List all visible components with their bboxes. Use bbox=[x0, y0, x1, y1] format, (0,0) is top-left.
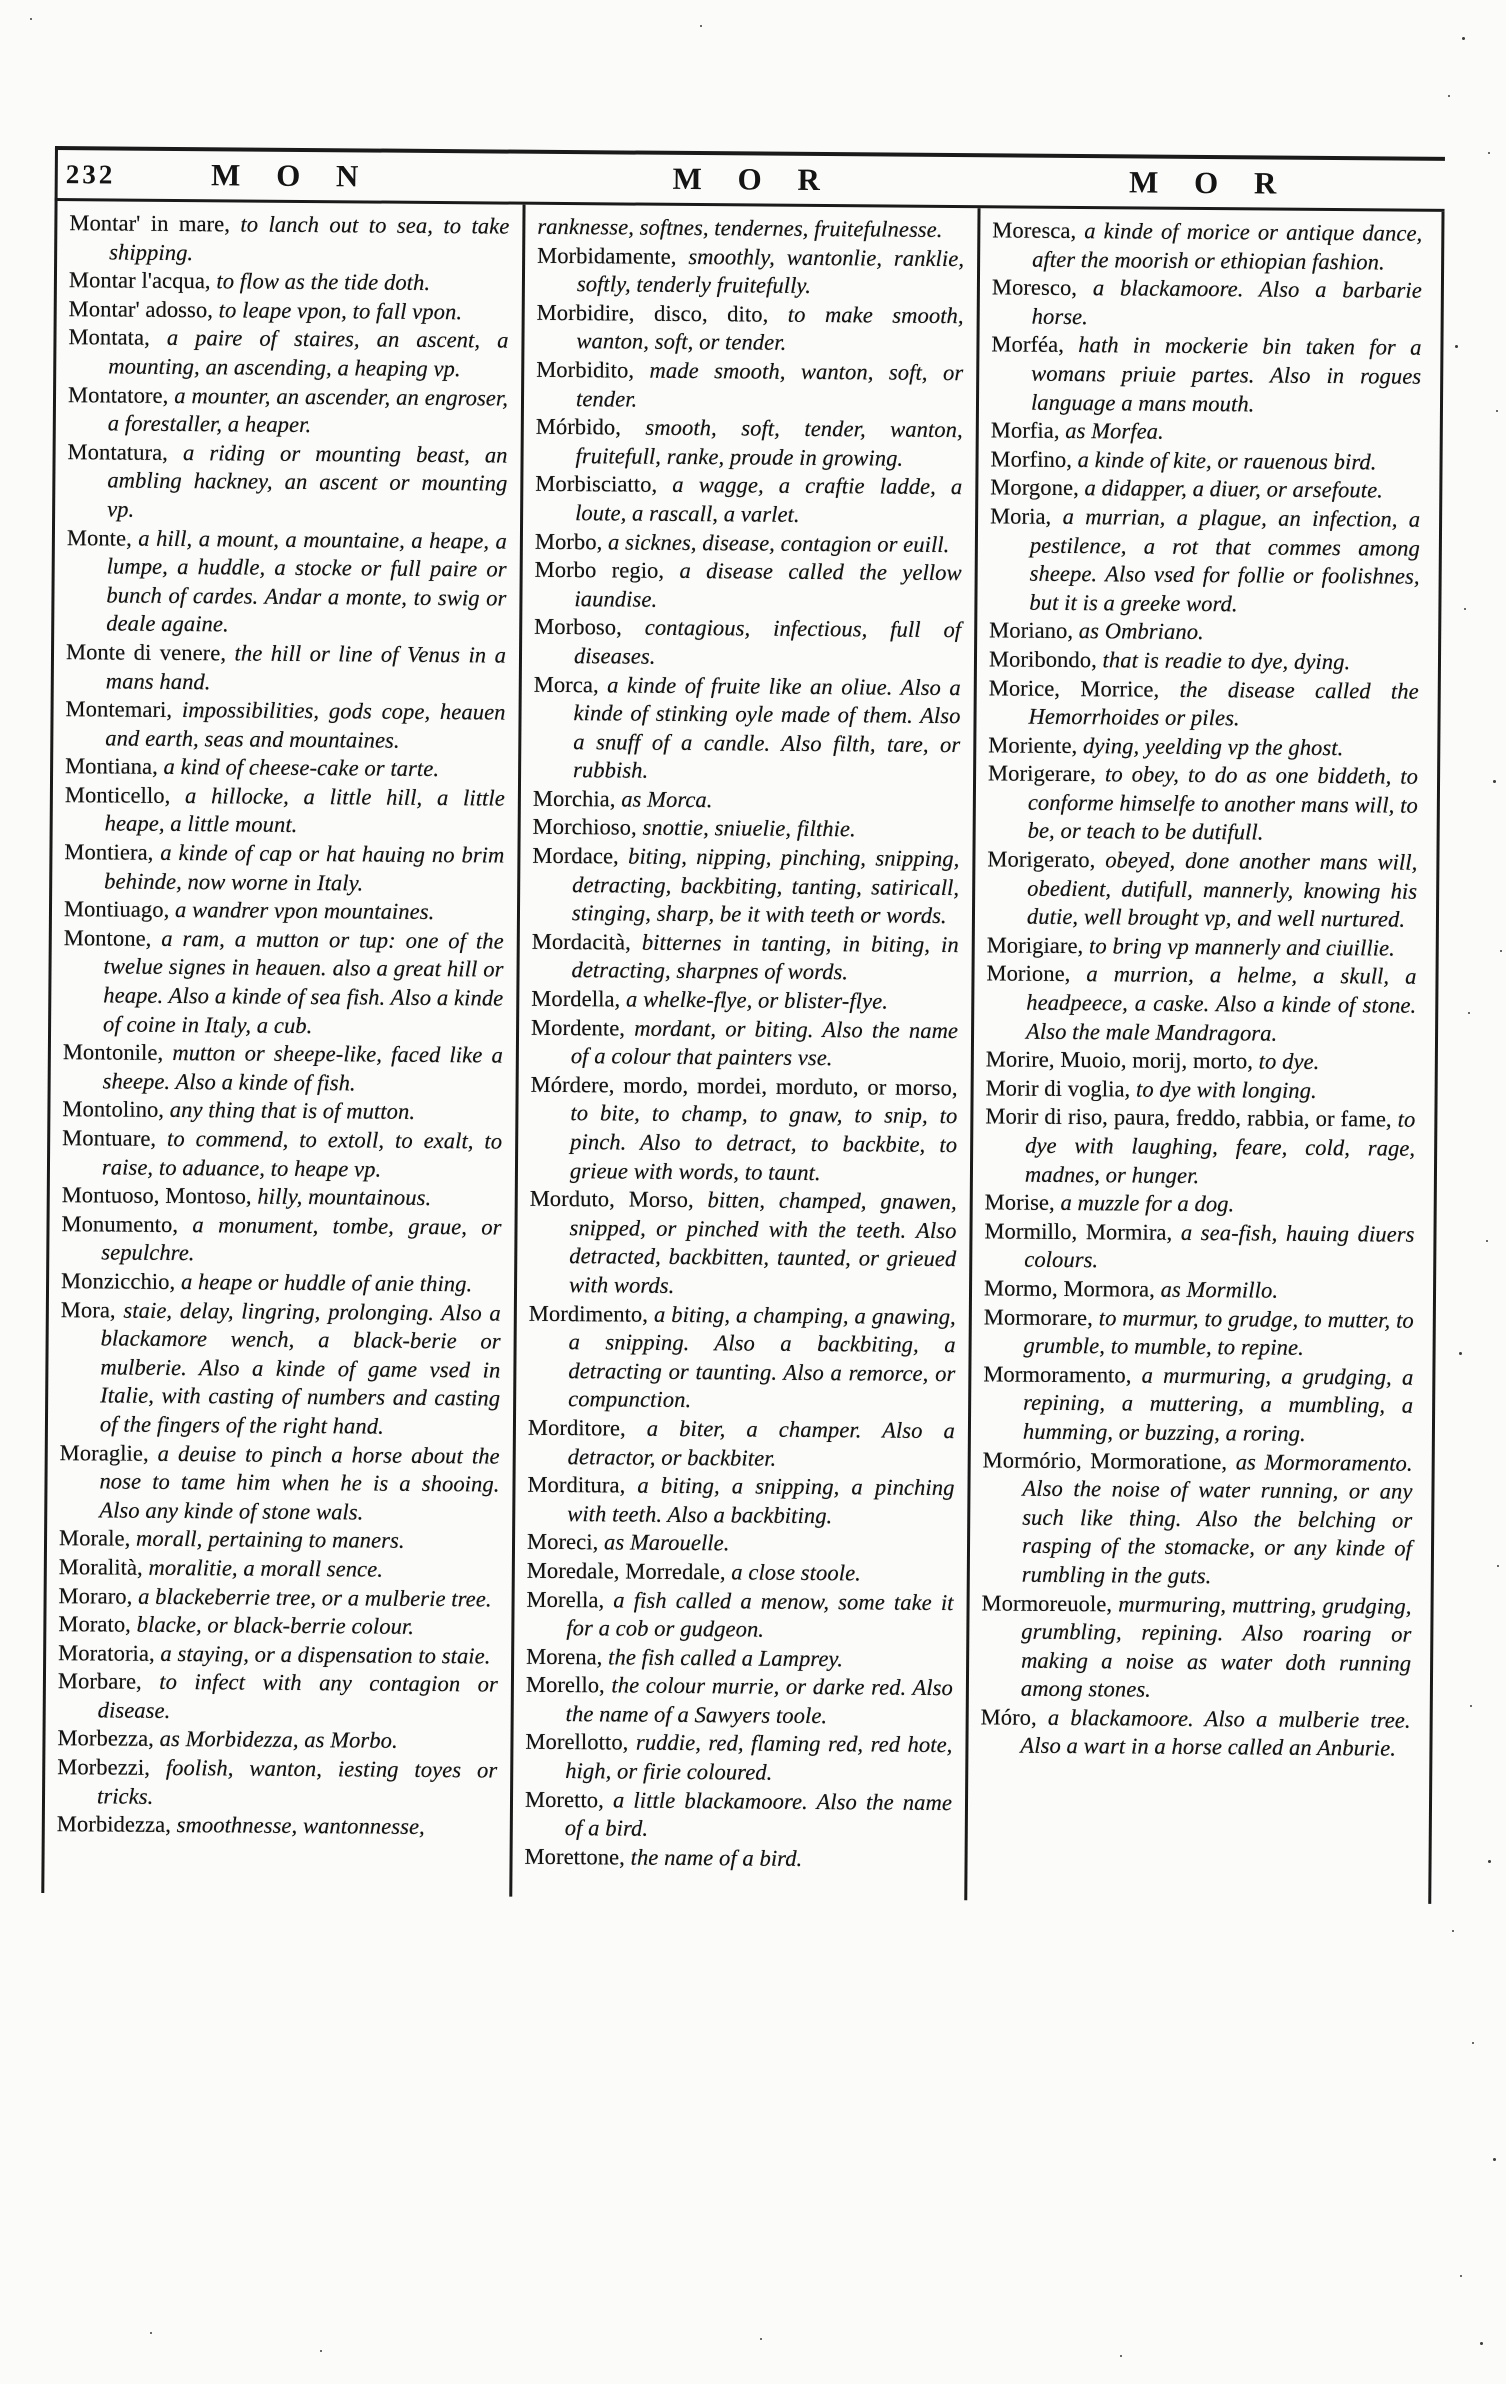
dictionary-entry bbox=[524, 1843, 951, 1875]
entry-headword: Moraglie, bbox=[59, 1439, 158, 1466]
dictionary-entry bbox=[65, 752, 505, 784]
dictionary-entry bbox=[68, 381, 508, 442]
entry-definition: the colour murrie, or darke red. Also the name of a Sawyers toole. bbox=[565, 1672, 954, 1728]
column-header-mon: M O N bbox=[211, 157, 373, 194]
entry-headword: Morale, bbox=[58, 1525, 137, 1551]
dictionary-entry bbox=[981, 1589, 1412, 1707]
scan-speckle bbox=[1468, 1012, 1470, 1014]
entry-definition: to bite, to champ, to gnaw, to snip, to pinch. Also to detract, to backbite, to grieue with words, to taunt. bbox=[569, 1100, 958, 1185]
entry-headword: Morello, bbox=[525, 1672, 612, 1698]
entry-definition: biting, nipping, pinching, snipping, detracting, backbiting, tanting, satiricall, stinging, sharp, be it with teeth or words. bbox=[571, 843, 960, 929]
dictionary-entry bbox=[987, 931, 1417, 963]
entry-definition: a riding or mounting beast, an ambling hackney, an ascent or mounting vp. bbox=[107, 439, 508, 522]
dictionary-entry bbox=[526, 1671, 953, 1732]
dictionary-entry bbox=[62, 1124, 502, 1185]
entry-headword: Mormo, Mormora, bbox=[983, 1275, 1161, 1302]
dictionary-entry bbox=[982, 1446, 1413, 1592]
entry-definition: a murmuring, a grudging, a repining, a muttering, a mumbling, a humming, or buzzing, a roring. bbox=[1022, 1362, 1414, 1446]
scan-speckle bbox=[1488, 152, 1490, 154]
dictionary-entry bbox=[69, 266, 509, 298]
entry-definition: a kinde of morice or antique dance, after the moorish or ethiopian fashion. bbox=[1032, 218, 1423, 275]
entry-definition: a didapper, a diuer, or arsefoute. bbox=[1084, 475, 1384, 503]
scan-speckle bbox=[30, 18, 32, 20]
entry-headword: Moriente, bbox=[988, 732, 1084, 758]
entry-definition: a muzzle for a dog. bbox=[1060, 1190, 1235, 1217]
dictionary-entry bbox=[986, 1046, 1416, 1078]
scan-speckle bbox=[1462, 37, 1465, 40]
entry-headword: Morca, bbox=[533, 671, 608, 697]
dictionary-column-1 bbox=[44, 201, 522, 1897]
dictionary-entry bbox=[57, 1753, 497, 1814]
entry-headword: Morbisciatto, bbox=[535, 471, 673, 498]
dictionary-entry bbox=[984, 1274, 1414, 1306]
entry-headword: Montar' adosso, bbox=[68, 295, 219, 323]
entry-definition: dying, yeelding vp the ghost. bbox=[1082, 732, 1344, 760]
entry-headword: Montonile, bbox=[62, 1039, 173, 1066]
scan-speckle bbox=[1448, 95, 1450, 97]
scan-speckle bbox=[150, 2332, 152, 2334]
entry-definition: a ram, a mutton or tup: one of the twelue signes in heauen. also a great hill or heape. Also a kinde of sea fish. Also a kinde of coine in Italy, a cub. bbox=[103, 925, 504, 1038]
entry-headword: Mordace, bbox=[532, 842, 629, 869]
dictionary-entry bbox=[66, 524, 507, 642]
entry-definition: a kinde of kite, or rauenous bird. bbox=[1077, 446, 1377, 475]
dictionary-entry bbox=[527, 1471, 954, 1532]
entry-definition: smoothnesse, wantonnesse, bbox=[176, 1812, 425, 1840]
dictionary-entry bbox=[985, 1189, 1415, 1221]
dictionary-entry bbox=[987, 845, 1418, 934]
dictionary-entry bbox=[984, 1217, 1414, 1278]
entry-definition: contagious, infectious, full of diseases. bbox=[573, 614, 962, 669]
dictionary-entry bbox=[536, 356, 963, 417]
scan-speckle bbox=[1493, 780, 1496, 783]
entry-headword: Montar' in mare, bbox=[69, 210, 241, 237]
entry-headword: Mormoramento, bbox=[983, 1361, 1142, 1388]
entry-definition: a mounter, an ascender, an engroser, a forestaller, a heaper. bbox=[107, 382, 509, 438]
entry-definition: as Morca. bbox=[621, 786, 713, 813]
entry-definition: foolish, wanton, iesting toyes or tricks. bbox=[96, 1754, 498, 1809]
entry-headword: Moredale, Morredale, bbox=[526, 1557, 732, 1585]
entry-headword: Morir di voglia, bbox=[985, 1075, 1137, 1102]
dictionary-entry bbox=[991, 331, 1422, 420]
entry-definition: a murrian, a plague, an infection, a pestilence, a rot that commes among sheepe. Also vsed for follie or foolishnes, but it is a greeke word. bbox=[1029, 503, 1421, 617]
entry-headword: Montiera, bbox=[64, 839, 161, 865]
entry-definition: a biting, a snipping, a pinching with teeth. Also a backbiting. bbox=[567, 1472, 955, 1528]
entry-headword: Montiuago, bbox=[63, 896, 176, 923]
dictionary-entry bbox=[986, 1074, 1416, 1106]
dictionary-entry bbox=[989, 617, 1419, 649]
column-header-mor-1: M O R bbox=[672, 160, 835, 198]
dictionary-entry bbox=[528, 1414, 955, 1475]
entry-headword: Morditore, bbox=[527, 1414, 647, 1441]
entry-definition: a close stoole. bbox=[731, 1559, 862, 1586]
entry-definition: a monument, tombe, graue, or sepulchre. bbox=[101, 1211, 502, 1266]
dictionary-entry bbox=[983, 1360, 1414, 1449]
entry-headword: Morbidito, bbox=[536, 356, 650, 383]
scan-speckle bbox=[1470, 1705, 1472, 1707]
entry-headword: Moretto, bbox=[524, 1786, 614, 1813]
entry-headword: Montar l'acqua, bbox=[68, 267, 217, 294]
entry-definition: smoothly, wantonlie, ranklie, softly, tenderly fruitefully. bbox=[576, 243, 965, 299]
entry-definition: to commend, to extoll, to exalt, to raise, to aduance, to heape vp. bbox=[101, 1125, 503, 1182]
entry-headword: Morbidire, disco, dito, bbox=[536, 299, 788, 327]
entry-headword: Morbo, bbox=[534, 528, 609, 554]
dictionary-entry bbox=[62, 1095, 502, 1127]
entry-definition: murmuring, muttring, grudging, grumbling, repining. Also roaring or making a noise as water doth running among stones. bbox=[1020, 1590, 1412, 1702]
entry-definition: a blackeberrie tree, or a mulberie tree. bbox=[138, 1583, 492, 1611]
dictionary-entry bbox=[533, 785, 960, 817]
entry-definition: a blackamoore. Also a barbarie horse. bbox=[1031, 275, 1423, 329]
entry-definition: hilly, mountainous. bbox=[257, 1183, 432, 1211]
entry-definition: impossibilities, gods cope, heauen and earth, seas and mountaines. bbox=[105, 697, 506, 753]
scan-speckle bbox=[1464, 608, 1466, 610]
dictionary-entry bbox=[531, 1013, 958, 1074]
dictionary-entry bbox=[531, 985, 958, 1017]
dictionary-entry bbox=[989, 502, 1420, 620]
entry-headword: Morigerato, bbox=[987, 846, 1106, 873]
entry-definition: a whelke-flye, or blister-flye. bbox=[625, 986, 889, 1014]
entry-headword: Montolino, bbox=[62, 1096, 170, 1123]
dictionary-entry bbox=[65, 781, 505, 842]
entry-headword: Mordella, bbox=[531, 985, 627, 1012]
entry-definition: to dye with laughing, feare, cold, rage, madnes, or hunger. bbox=[1024, 1106, 1416, 1188]
dictionary-entry bbox=[990, 445, 1420, 477]
entry-definition: made smooth, wanton, soft, or tender. bbox=[575, 357, 964, 412]
entry-definition: snottie, sniuelie, filthie. bbox=[642, 815, 856, 842]
dictionary-entry bbox=[525, 1728, 952, 1789]
dictionary-column-2 bbox=[509, 205, 977, 1901]
dictionary-entry bbox=[527, 1557, 954, 1589]
dictionary-entry bbox=[58, 1639, 498, 1671]
entry-definition: a blackamoore. Also a mulberie tree. Also a wart in a horse called an Anburie. bbox=[1020, 1704, 1411, 1762]
entry-definition: hath in mockerie bin taken for a womans priuie partes. Also in rogues language a mans mouth. bbox=[1030, 332, 1422, 416]
entry-headword: Monte di venere, bbox=[65, 639, 235, 666]
entry-definition: smooth, soft, tender, wanton, fruitefull, ranke, proude in growing. bbox=[575, 414, 963, 471]
entry-definition: as Marouelle. bbox=[603, 1529, 730, 1556]
scan-speckle bbox=[1460, 2275, 1462, 2277]
entry-headword: Morettone, bbox=[524, 1843, 631, 1870]
entry-definition: to bring vp mannerly and ciuillie. bbox=[1088, 932, 1396, 961]
entry-headword: Morise, bbox=[984, 1189, 1061, 1216]
entry-definition: a fish called a menow, some take it for a cob or gudgeon. bbox=[566, 1586, 954, 1642]
entry-headword: Montatura, bbox=[67, 438, 184, 465]
entry-definition: a kinde of fruite like an oliue. Also a kinde of stinking oyle made of them. Also a snuff of a candle. Also filth, tare, or rubbish. bbox=[573, 671, 961, 783]
dictionary-entry bbox=[58, 1667, 498, 1728]
entry-definition: a staying, or a dispensation to staie. bbox=[160, 1640, 491, 1669]
entry-definition: to flow as the tide doth. bbox=[216, 268, 431, 296]
entry-definition: the fish called a Lamprey. bbox=[608, 1644, 844, 1671]
entry-headword: Morir di riso, paura, freddo, rabbia, or fame, bbox=[985, 1103, 1398, 1132]
dictionary-entry bbox=[59, 1439, 500, 1528]
dictionary-entry bbox=[988, 731, 1418, 763]
dictionary-entry bbox=[65, 695, 505, 756]
scan-speckle bbox=[1452, 1930, 1454, 1932]
dictionary-entry bbox=[526, 1585, 953, 1646]
dictionary-entry bbox=[536, 299, 963, 360]
scan-speckle bbox=[1455, 345, 1458, 348]
entry-headword: Morfino, bbox=[990, 446, 1078, 472]
entry-definition: to dye. bbox=[1258, 1048, 1320, 1075]
entry-headword: Morbezzi, bbox=[57, 1754, 166, 1780]
dictionary-entry bbox=[992, 274, 1422, 335]
dictionary-entry bbox=[69, 295, 509, 327]
dictionary-entry bbox=[534, 613, 961, 674]
entry-definition: a wandrer vpon mountaines. bbox=[175, 897, 435, 925]
entry-definition: a heape or huddle of anie thing. bbox=[180, 1268, 473, 1297]
entry-headword: Monumento, bbox=[61, 1210, 193, 1237]
dictionary-entry bbox=[63, 1038, 503, 1099]
page-number: 232 bbox=[65, 159, 116, 190]
dictionary-entry bbox=[60, 1296, 501, 1442]
entry-headword: Morboso, bbox=[534, 614, 645, 640]
entry-definition: bitternes in tanting, in biting, in detracting, sharpnes of words. bbox=[571, 929, 959, 985]
dictionary-entry bbox=[537, 213, 964, 245]
scan-speckle bbox=[1480, 2342, 1483, 2345]
entry-definition: morall, pertaining to maners. bbox=[135, 1525, 405, 1554]
entry-headword: Montuare, bbox=[62, 1125, 168, 1151]
dictionary-entry bbox=[68, 323, 508, 384]
entry-headword: Montata, bbox=[68, 324, 168, 351]
dictionary-entry bbox=[990, 474, 1420, 506]
entry-definition: the name of a bird. bbox=[630, 1844, 803, 1871]
entry-headword: Moratoria, bbox=[58, 1639, 161, 1666]
entry-headword: Mormorare, bbox=[983, 1303, 1099, 1330]
scan-speckle bbox=[1459, 1352, 1462, 1355]
dictionary-entry bbox=[527, 1528, 954, 1560]
entry-headword: Morigiare, bbox=[986, 932, 1090, 958]
entry-definition: a biter, a champer. Also a detractor, or backbiter. bbox=[567, 1415, 956, 1471]
entry-definition: a sicknes, disease, contagion or euill. bbox=[608, 528, 950, 557]
dictionary-entry bbox=[57, 1810, 497, 1842]
entry-headword: Mormoreuole, bbox=[981, 1589, 1119, 1616]
entry-definition: ranknesse, softnes, tendernes, fruitefulnesse. bbox=[537, 213, 943, 242]
dictionary-entry bbox=[62, 1181, 502, 1213]
dictionary-entry bbox=[535, 413, 962, 474]
entry-headword: Mormillo, Mormira, bbox=[984, 1218, 1181, 1245]
entry-definition: a murrion, a helme, a skull, a headpeece, a caske. Also a kinde of stone. Also the male Mandragora. bbox=[1025, 961, 1417, 1046]
entry-headword: Montiana, bbox=[65, 753, 164, 780]
entry-definition: obeyed, done another mans will, obedient, dutifull, mannerly, knowing his dutie, well brought vp, and well nurtured. bbox=[1026, 847, 1418, 932]
dictionary-entry bbox=[988, 674, 1418, 735]
entry-headword: Mórdere, mordo, mordei, morduto, or morso, bbox=[530, 1071, 958, 1100]
dictionary-entry bbox=[980, 1703, 1410, 1764]
scan-speckle bbox=[700, 25, 702, 27]
entry-headword: Morione, bbox=[986, 960, 1087, 987]
dictionary-entry bbox=[61, 1210, 501, 1271]
dictionary-entry bbox=[535, 470, 962, 531]
entry-definition: to murmur, to grudge, to mutter, to grumble, to mumble, to repine. bbox=[1023, 1304, 1414, 1361]
entry-headword: Morchioso, bbox=[532, 814, 643, 841]
entry-headword: Morduto, Morso, bbox=[529, 1185, 708, 1213]
column-header-mor-2: M O R bbox=[1128, 164, 1291, 201]
scan-speckle bbox=[1486, 1240, 1488, 1242]
dictionary-entry bbox=[532, 842, 960, 931]
dictionary-entry bbox=[528, 1299, 956, 1417]
dictionary-entry bbox=[59, 1582, 499, 1614]
entry-headword: Mormório, Mormoratione, bbox=[982, 1446, 1236, 1474]
entry-definition: ruddie, red, flaming red, red hote, high, or firie coloured. bbox=[565, 1730, 953, 1785]
entry-definition: moralitie, a morall sence. bbox=[148, 1554, 384, 1582]
entry-definition: that is readie to dye, dying. bbox=[1102, 647, 1351, 675]
entry-definition: to make smooth, wanton, soft, or tender. bbox=[576, 301, 964, 356]
scan-speckle bbox=[760, 2338, 762, 2340]
dictionary-column-3 bbox=[964, 208, 1435, 1904]
entry-definition: the hill or line of Venus in a mans hand. bbox=[105, 640, 507, 694]
entry-definition: a wagge, a craftie ladde, a loute, a rascall, a varlet. bbox=[575, 472, 963, 527]
entry-headword: Morbo regio, bbox=[534, 556, 680, 584]
entry-headword: Moraro, bbox=[58, 1582, 139, 1609]
entry-definition: a disease called the yellow iaundise. bbox=[574, 558, 962, 612]
entry-definition: a deuise to pinch a horse about the nose to tame him when he is a shooing. Also any kinde of stone wals. bbox=[99, 1440, 500, 1525]
scan-speckle bbox=[1472, 2042, 1474, 2044]
dictionary-entry bbox=[66, 638, 506, 699]
entry-headword: Morigerare, bbox=[988, 760, 1106, 787]
dictionary-entry bbox=[526, 1642, 953, 1674]
entry-headword: Montone, bbox=[63, 924, 162, 951]
dictionary-entry bbox=[983, 1303, 1413, 1364]
entry-headword: Montuoso, Montoso, bbox=[61, 1182, 258, 1209]
dictionary-entry bbox=[991, 417, 1421, 449]
entry-definition: a kinde of cap or hat hauing no brim behinde, now worne in Italy. bbox=[104, 839, 505, 896]
dictionary-entry bbox=[985, 1103, 1416, 1192]
entry-definition: to infect with any contagion or disease. bbox=[97, 1669, 499, 1723]
entry-headword: Morire, Muoio, morij, morto, bbox=[985, 1046, 1259, 1074]
entry-definition: mordant, or biting. Also the name of a colour that painters vse. bbox=[570, 1015, 959, 1071]
dictionary-entry bbox=[59, 1553, 499, 1585]
entry-headword: Morice, Morrice, bbox=[988, 674, 1180, 702]
entry-headword: Moria, bbox=[990, 503, 1063, 529]
entry-headword: Morellotto, bbox=[525, 1729, 637, 1756]
entry-headword: Montatore, bbox=[67, 381, 175, 408]
dictionary-entry bbox=[533, 813, 960, 845]
entry-definition: as Mormillo. bbox=[1160, 1276, 1279, 1303]
entry-headword: Mórbido, bbox=[535, 413, 646, 440]
entry-headword: Moresca, bbox=[992, 217, 1085, 244]
entry-headword: Morbezza, bbox=[57, 1725, 160, 1752]
entry-definition: a kind of cheese-cake or tarte. bbox=[163, 754, 440, 782]
entry-headword: Morgone, bbox=[990, 474, 1085, 501]
entry-definition: as Morbidezza, as Morbo. bbox=[159, 1726, 398, 1754]
entry-headword: Moreci, bbox=[526, 1529, 605, 1555]
entry-headword: Monzicchio, bbox=[60, 1268, 182, 1294]
scan-speckle bbox=[1488, 1860, 1491, 1863]
dictionary-entry bbox=[64, 895, 504, 927]
dictionary-entry bbox=[534, 556, 961, 617]
entry-definition: to dye with longing. bbox=[1135, 1076, 1317, 1103]
entry-headword: Monte, bbox=[66, 524, 139, 551]
dictionary-entry bbox=[530, 1071, 958, 1189]
entry-definition: to obey, to do as one biddeth, to conforme himselfe to another mans will, to be, or teach to be dutifull. bbox=[1027, 761, 1419, 845]
entry-headword: Moresco, bbox=[991, 274, 1094, 301]
dictionary-entry bbox=[525, 1785, 952, 1846]
entry-headword: Morbidezza, bbox=[56, 1811, 177, 1838]
text-columns bbox=[41, 201, 1444, 1904]
entry-definition: mutton or sheepe-like, faced like a sheepe. Also a kinde of fish. bbox=[102, 1040, 503, 1096]
dictionary-entry bbox=[529, 1185, 957, 1303]
entry-headword: Mordacità, bbox=[531, 928, 642, 955]
entry-definition: a hillocke, a little hill, a little heape, a little mount. bbox=[104, 782, 506, 838]
entry-headword: Mordimento, bbox=[528, 1300, 655, 1327]
entry-headword: Morchia, bbox=[532, 785, 622, 812]
dictionary-entry bbox=[61, 1267, 501, 1299]
entry-headword: Montemari, bbox=[65, 696, 183, 723]
dictionary-entry bbox=[64, 838, 504, 899]
dictionary-entry bbox=[69, 209, 509, 270]
entry-headword: Morditura, bbox=[527, 1471, 638, 1498]
scan-speckle bbox=[1120, 2355, 1122, 2357]
entry-definition: a biting, a champing, a gnawing, a snipping. Also a backbiting, a detracting or taunting. Also a remorce, or compunction. bbox=[568, 1301, 956, 1413]
entry-definition: staie, delay, lingring, prolonging. Also a blackamore wench, a black-berie or mulberie. Also a kinde of game vsed in Italie, with casting of numbers and casting of the fingers of the right hand. bbox=[99, 1297, 501, 1439]
entry-definition: as Ombriano. bbox=[1078, 618, 1204, 645]
entry-headword: Morféa, bbox=[991, 331, 1079, 358]
entry-definition: blacke, or black-berrie colour. bbox=[136, 1611, 415, 1639]
entry-headword: Morbare, bbox=[57, 1668, 160, 1695]
running-header bbox=[55, 146, 1445, 212]
dictionary-entry bbox=[67, 438, 508, 527]
entry-definition: a sea-fish, hauing diuers colours. bbox=[1024, 1219, 1415, 1273]
entry-headword: Moralità, bbox=[58, 1553, 149, 1580]
entry-headword: Moribondo, bbox=[988, 646, 1103, 673]
entry-definition: a paire of staires, an ascent, a mounting, an ascending, a heaping vp. bbox=[108, 325, 509, 382]
entry-definition: as Morfea. bbox=[1065, 418, 1164, 444]
entry-headword: Morena, bbox=[526, 1643, 609, 1670]
dictionary-entry bbox=[535, 527, 962, 559]
dictionary-entry bbox=[59, 1524, 499, 1556]
dictionary-entry bbox=[992, 216, 1422, 277]
entry-headword: Morato, bbox=[58, 1611, 137, 1637]
entry-headword: Morella, bbox=[526, 1586, 614, 1612]
entry-headword: Mordente, bbox=[530, 1014, 635, 1041]
entry-headword: Móro, bbox=[980, 1704, 1049, 1730]
entry-headword: Monticello, bbox=[64, 781, 186, 808]
scan-speckle bbox=[320, 2350, 322, 2352]
dictionary-entry bbox=[986, 960, 1417, 1049]
entry-headword: Morbidamente, bbox=[537, 242, 689, 269]
entry-definition: a little blackamoore. Also the name of a bird. bbox=[564, 1787, 953, 1841]
scan-speckle bbox=[1493, 2158, 1496, 2161]
scan-speckle bbox=[1497, 1565, 1499, 1567]
dictionary-entry bbox=[57, 1725, 497, 1757]
dictionary-entry bbox=[58, 1610, 498, 1642]
dictionary-entry bbox=[989, 645, 1419, 677]
entry-definition: to leape vpon, to fall vpon. bbox=[218, 297, 463, 324]
entry-definition: the disease called the Hemorrhoides or piles. bbox=[1028, 676, 1419, 731]
dictionary-entry bbox=[531, 928, 958, 989]
entry-headword: Morfia, bbox=[990, 417, 1066, 444]
entry-definition: a hill, a mount, a mountaine, a heape, a lumpe, a huddle, a stocke or full paire or bunch of cardes. Andar a monte, to swig or deale againe. bbox=[106, 525, 508, 637]
dictionary-entry bbox=[533, 670, 961, 788]
entry-definition: to lanch out to sea, to take shipping. bbox=[109, 211, 510, 265]
entry-headword: Moriano, bbox=[989, 617, 1079, 644]
entry-headword: Mora, bbox=[60, 1296, 124, 1323]
entry-definition: any thing that is of mutton. bbox=[169, 1097, 416, 1125]
dictionary-entry bbox=[988, 760, 1419, 849]
scan-speckle bbox=[1500, 950, 1502, 952]
entry-definition: as Mormoramento. Also the noise of water running, or any such like thing. Also the belching or rasping of the stomacke, or any kinde of rumbling in the guts. bbox=[1021, 1448, 1413, 1589]
scan-speckle bbox=[1496, 410, 1498, 412]
dictionary-entry bbox=[63, 924, 504, 1042]
dictionary-entry bbox=[537, 241, 964, 302]
entry-definition: bitten, champed, gnawen, snipped, or pinched with the teeth. Also detracted, backbitten, taunted, or grieued with words. bbox=[568, 1187, 957, 1298]
page-frame bbox=[41, 146, 1445, 1904]
